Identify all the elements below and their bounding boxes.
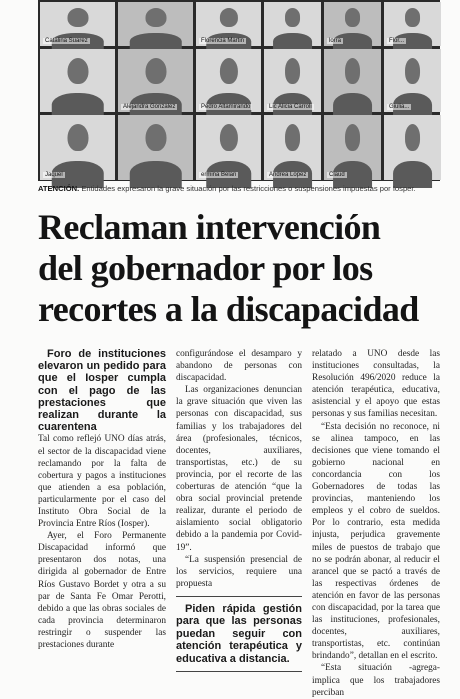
participant-tile	[324, 2, 381, 46]
participant-tile	[264, 115, 321, 180]
article-lead: Foro de instituciones elevaron un pedido para que el Iosper cumpla con el pago de las prestaciones que realizan durante la cuarentena	[38, 348, 166, 434]
participant-head	[345, 58, 361, 84]
participant-tile	[384, 2, 441, 46]
paragraph: configurándose el desamparo y abandono de personas con discapacidad.	[176, 349, 302, 384]
participant-head	[219, 58, 237, 84]
participant-head	[67, 58, 88, 84]
participant-tile	[118, 115, 193, 180]
participant-name: ermina Belan	[201, 172, 237, 178]
paragraph: “Esta decisión no reconoce, ni se alinea tampoco, en las decisiones que viene tomando el gobierno nacional en concordancia con los Gobernadores de todas las provincias, manteniendo los empleos y el cobro de sueldos. Por lo contrario, esta medida injusta, perjudica gravemente miles de puestos de trabajo que no se podrán abonar, al reducir el arancel que se pactó a través de las respectivas órdenes de atención en favor de las personas con discapacidad, por la tarea que las instituciones, profesionales, docentes, auxiliares, transportistas, etc. continúan brindando”, detallan en el escrito.	[312, 421, 440, 662]
participant-name: Claud	[329, 172, 345, 178]
caption-label: ATENCIÓN.	[38, 184, 80, 193]
participant-head	[405, 58, 421, 84]
headline-line-3: recortes a la discapacidad	[38, 289, 419, 329]
participant-tile	[384, 49, 441, 112]
article-column-2	[176, 348, 302, 678]
participant-head	[405, 124, 421, 151]
paragraph: “Esta situación -agrega- implica que los trabajadores perciban	[312, 663, 440, 698]
participant-tile	[196, 115, 261, 180]
participant-name: Alejandra Gonzalez	[123, 104, 176, 110]
participant-name: Florencia Martin	[201, 38, 245, 44]
participant-tile	[40, 115, 115, 180]
participant-head	[145, 8, 166, 26]
headline-line-1: Reclaman intervención	[38, 207, 381, 247]
paragraph: Tal como reflejó UNO días atrás, el sector de la discapacidad viene reclamando por la falta de cobertura y pagos a instituciones que atienden a esa población, particularmente por el caso del Instituto Obra Social de la Provincia Entre Ríos (Iosper).	[38, 434, 166, 530]
participant-tile	[196, 2, 261, 46]
participant-tile	[40, 49, 115, 112]
participant-head	[345, 124, 361, 151]
pull-quote: Piden rápida gestión para que las personas puedan seguir con atención terapéutica y educativa a distancia.	[176, 602, 302, 665]
participant-head	[285, 8, 301, 26]
participant-head	[67, 8, 88, 26]
participant-tile	[118, 2, 193, 46]
photo-caption	[38, 184, 440, 193]
article-column-1	[38, 348, 166, 651]
participant-tile	[264, 49, 321, 112]
article-column-3	[312, 348, 440, 699]
participant-head	[67, 124, 88, 151]
participant-head	[145, 58, 166, 84]
participant-tile	[324, 49, 381, 112]
paragraph: relatado a UNO desde las instituciones consultadas, la Resolución 496/2020 reduce la atención terapéutica, educativa, asistencial y el apoyo que estas personas y sus familias necesitan.	[312, 349, 440, 420]
headline	[38, 207, 448, 330]
participant-name: Lic Alicia Carroli	[269, 104, 312, 110]
participant-tile	[264, 2, 321, 46]
participant-name: Andrea Lopez	[269, 172, 307, 178]
pull-quote-rule-bottom	[176, 671, 302, 672]
participant-name: Catalina Suarez	[45, 38, 88, 44]
participant-head	[405, 8, 421, 26]
paragraph: Ayer, el Foro Permanente Discapacidad informó que presentaron dos notas, una dirigida al gobernador de Entre Ríos Gustavo Bordet y otra a su par de Santa Fe Omar Perotti, debido a que las obras sociales de cada provincia determinaron restringir o suspender las prestaciones durante	[38, 531, 166, 651]
participant-head	[285, 124, 301, 151]
participant-head	[345, 8, 361, 26]
paragraph: “La suspensión presencial de los servicios, requiere una propuesta	[176, 554, 302, 589]
participant-head	[219, 8, 237, 26]
caption-text: Entidades expresaron la grave situación por las restricciones o suspensiones impuestas por Iosper.	[79, 184, 416, 193]
participant-tile	[118, 49, 193, 112]
participant-head	[219, 124, 237, 151]
participant-name: Flor...	[389, 38, 405, 44]
participant-tile	[40, 2, 115, 46]
participant-name: lorra	[329, 38, 342, 44]
participant-name: Jaquel	[45, 172, 63, 178]
participant-tile	[324, 115, 381, 180]
participant-tile	[196, 49, 261, 112]
participant-name: Pedro Altamirando	[201, 104, 251, 110]
paragraph: Las organizaciones denuncian la grave situación que viven las personas con discapacidad, sus familias y los trabajadores del área (profesionales, técnicos, docentes, auxiliares, transportistas, etc.) de su provincia, por el recorte de las coberturas de atención “que la obra social provincial pretende realizar, durante el periodo de aislamiento social obligatorio debido a la pandemia por Covid-19”.	[176, 385, 302, 553]
video-call-photo	[38, 0, 440, 181]
headline-line-2: del gobernador por los	[38, 248, 373, 288]
participant-head	[145, 124, 166, 151]
participant-name: Giulia...	[389, 104, 410, 110]
pull-quote-rule-top	[176, 596, 302, 597]
participant-head	[285, 58, 301, 84]
participant-tile	[384, 115, 441, 180]
